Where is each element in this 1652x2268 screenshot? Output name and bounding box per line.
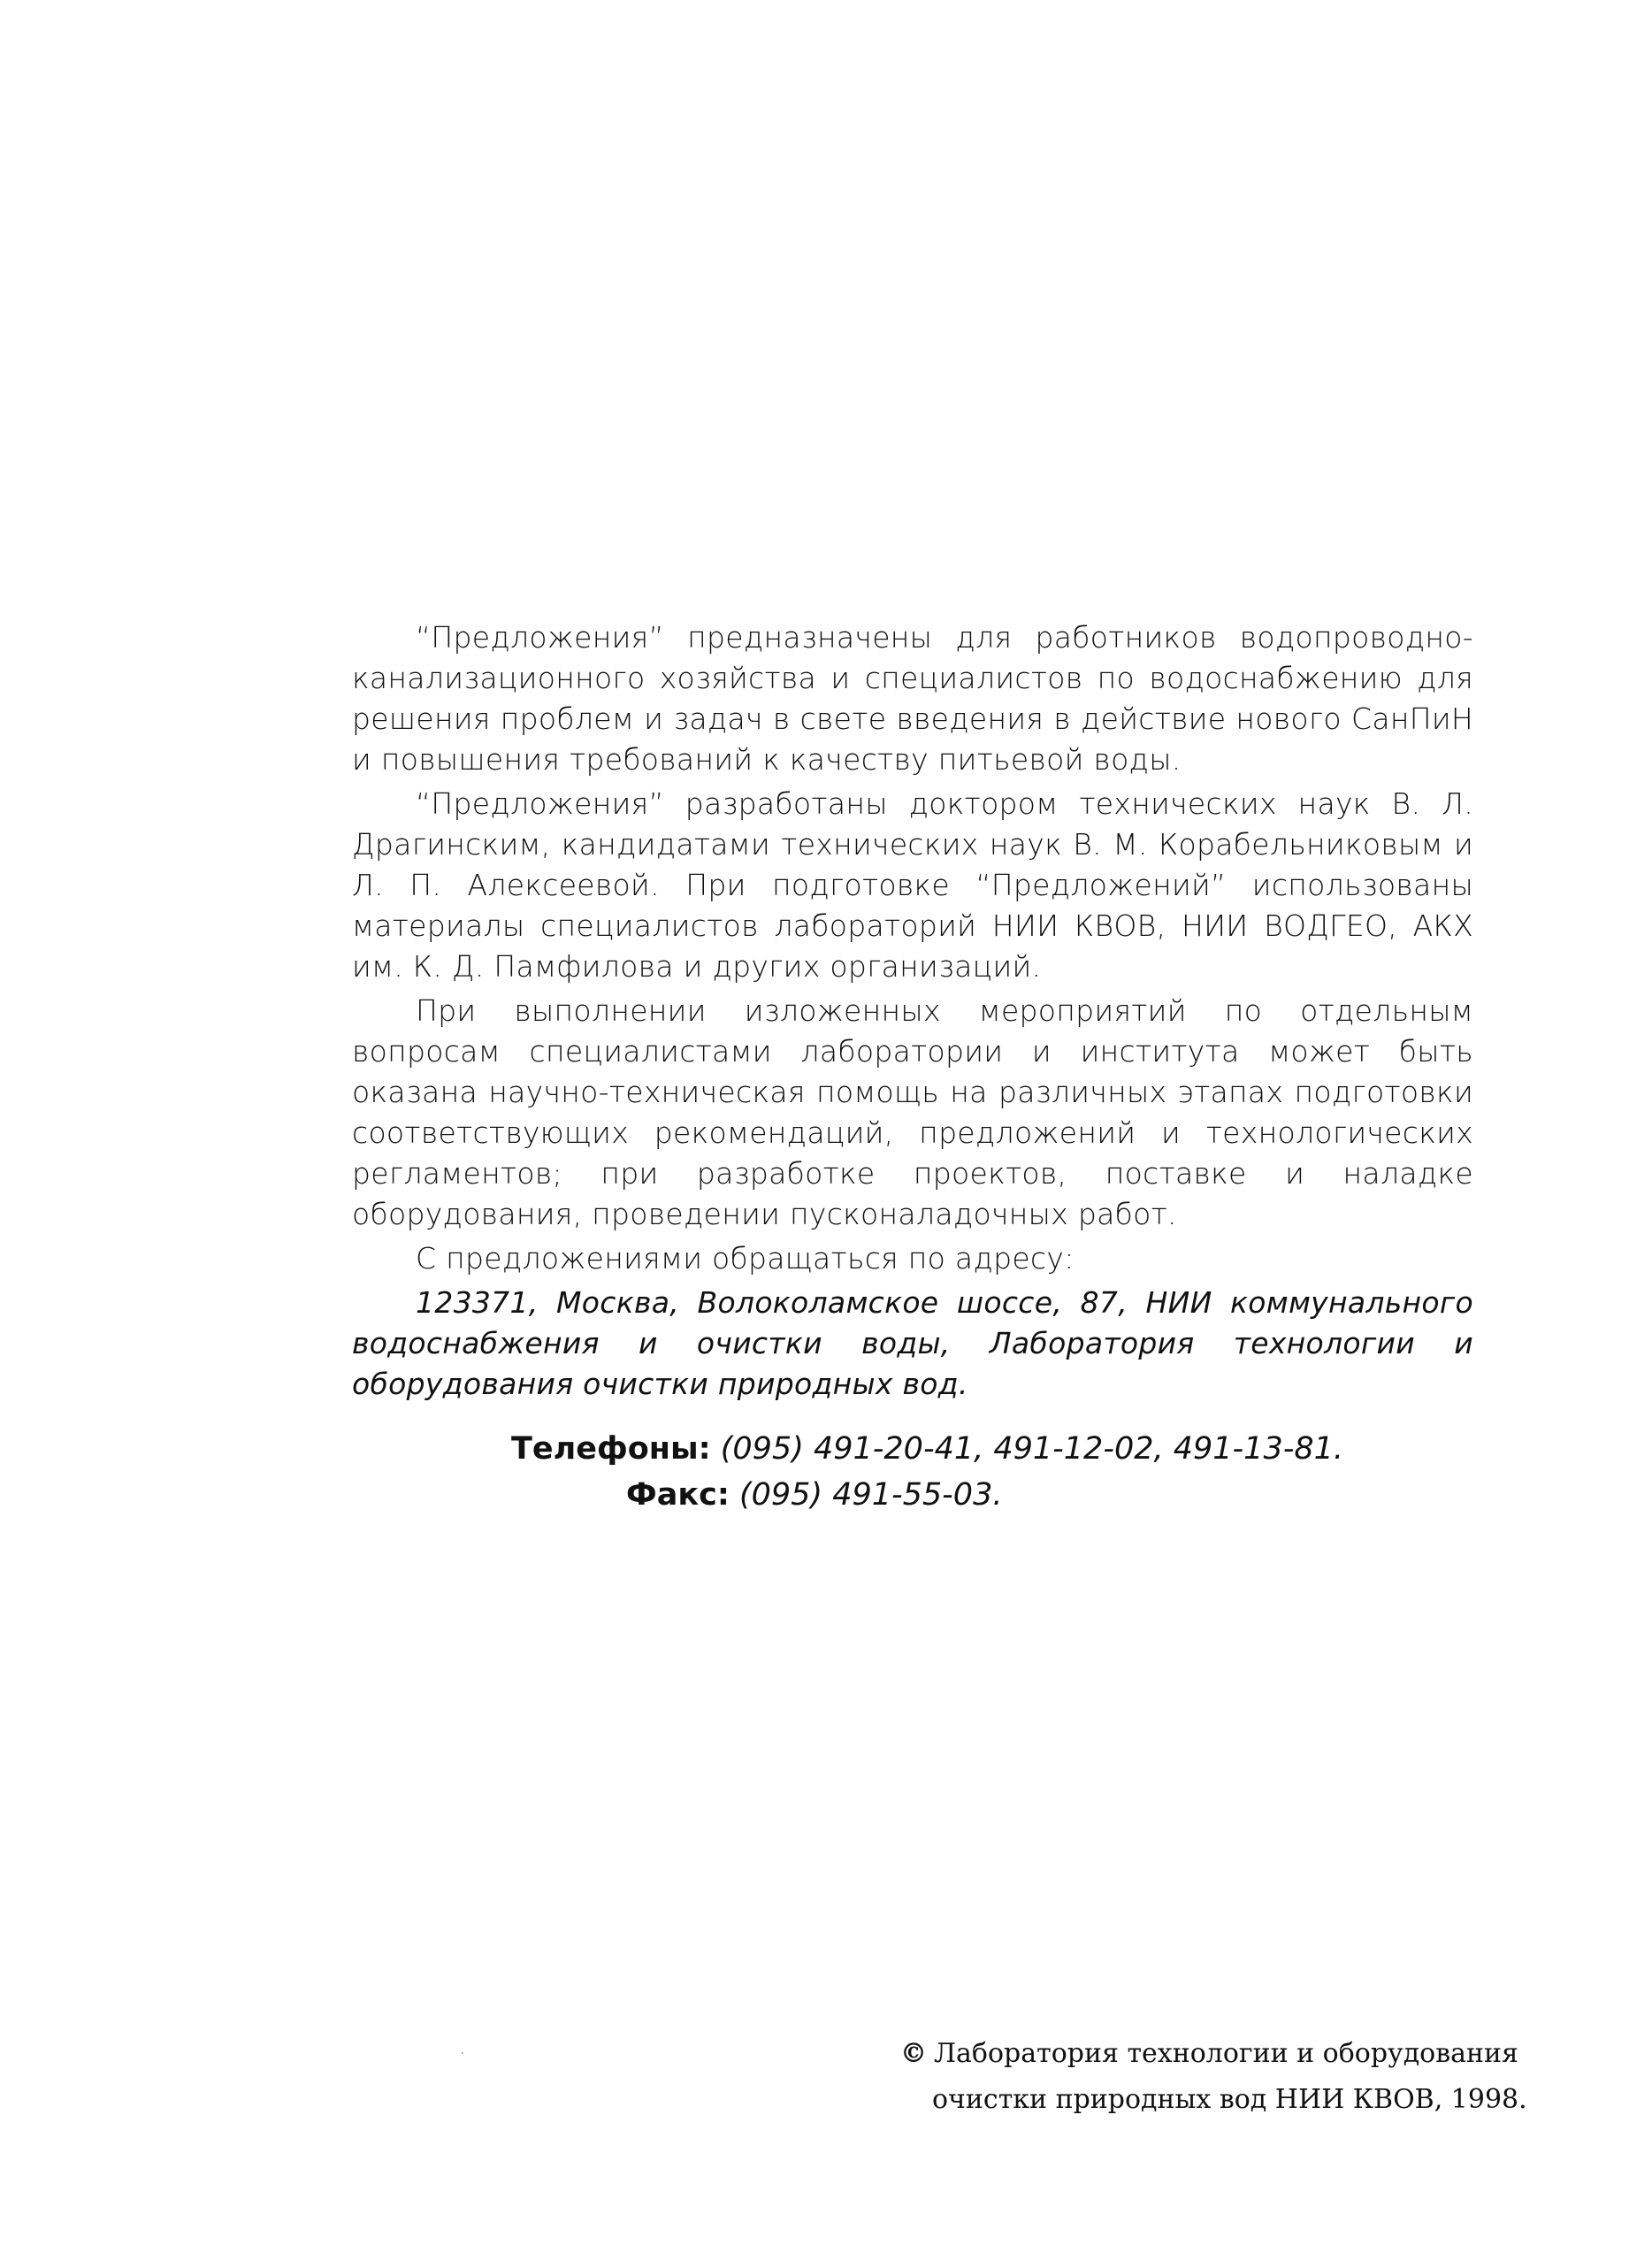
paragraph-assistance: При выполнении изложенных мероприятий по отдельным вопросам специалистами лаборатории и института может быть оказана научно-техническая помощь на различных этапах подготовки соответствующих рекомендаций, предложений и технологических регламентов; при разработке проектов, поставке и наладке оборудования, проведении пусконаладочных работ. xyxy=(352,993,1473,1231)
phones-value: (095) 491-20-41, 491-12-02, 491-13-81. xyxy=(720,1431,1344,1467)
copyright-text-1: Лаборатория технологии и оборудования xyxy=(934,2038,1518,2069)
fax-line xyxy=(511,1472,1484,1518)
copyright-line-2 xyxy=(900,2077,1625,2123)
copyright-block xyxy=(900,2031,1625,2123)
fax-label: Факс: xyxy=(626,1477,730,1513)
contacts-block xyxy=(511,1426,1484,1518)
paragraph-authors: “Предложения” разработаны доктором технических наук В. Л. Драгинским, кандидатами технических наук В. М. Корабельниковым и Л. П. Алексеевой. При подготовке “Предложений” использованы материалы специалистов лабораторий НИИ КВОВ, НИИ ВОДГЕО, АКХ им. К. Д. Памфилова и других организаций. xyxy=(352,786,1473,984)
paragraph-purpose: “Предложения” предназначены для работников водопроводно-канализационного хозяйства и специалистов по водоснабжению для решения проблем и задач в свете введения в действие нового СанПиН и повышения требований к качеству питьевой воды. xyxy=(352,620,1473,777)
copyright-text-2: очистки природных вод НИИ КВОВ, 1998. xyxy=(932,2084,1527,2115)
fax-value: (095) 491-55-03. xyxy=(738,1477,1003,1513)
phones-label: Телефоны: xyxy=(511,1431,711,1467)
copyright-icon: © xyxy=(900,2038,927,2069)
paragraph-contact-intro: С предложениями обращаться по адресу: xyxy=(416,1241,1075,1276)
scan-speck xyxy=(462,2052,463,2054)
address-paragraph: 123371, Москва, Волоколамское шоссе, 87, НИИ коммунального водоснабжения и очистки воды, Лаборатория технологии и оборудования очистки природных вод. xyxy=(352,1285,1473,1401)
main-text-block xyxy=(352,617,1473,1405)
phones-line xyxy=(511,1426,1484,1472)
copyright-line-1 xyxy=(900,2031,1625,2077)
